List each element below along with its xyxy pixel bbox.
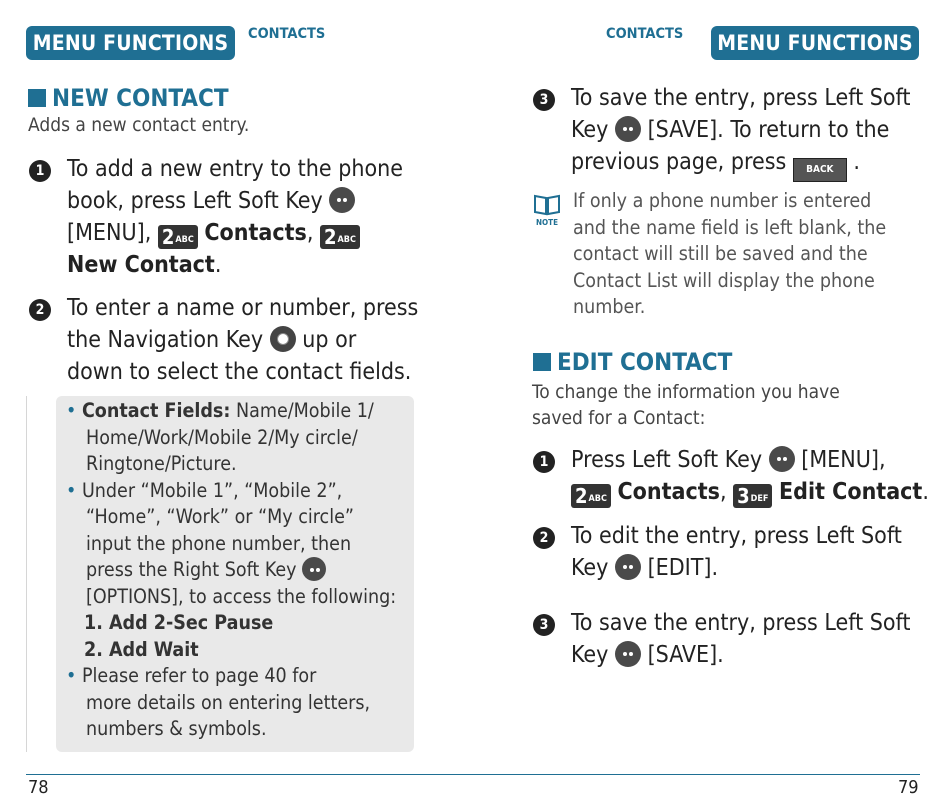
- heading-new-contact: NEW CONTACT: [28, 84, 229, 112]
- edit-contact-subtitle: [532, 379, 840, 431]
- edit-step-3-text: [571, 607, 931, 671]
- step-1-line-2: book, press Left Soft Key: [67, 185, 427, 217]
- note-text: [573, 188, 923, 321]
- step-2-line-1: To enter a name or number, press: [67, 295, 419, 321]
- edit-step-2-line-1: To edit the entry, press Left Soft: [571, 523, 902, 549]
- edit-step-number-3: 3: [533, 614, 555, 636]
- step-1-line-3: [MENU], 2ABC Contacts, 2ABC: [67, 217, 427, 249]
- edit-step-3-line-1: To save the entry, press Left Soft: [571, 610, 911, 636]
- step-2-line-2: the Navigation Key up or: [67, 327, 357, 353]
- page-number-right: 79: [898, 777, 919, 798]
- edit-subtitle-line-1: To change the information you have: [532, 381, 840, 403]
- left-soft-key-icon: [769, 446, 795, 472]
- box-bullet-3: • Please refer to page 40 for: [66, 664, 317, 687]
- left-soft-key-icon: [615, 116, 641, 142]
- step-number-2: 2: [29, 299, 51, 321]
- box-bullet-1: • Contact Fields: Name/Mobile 1/: [66, 399, 374, 422]
- edit-step-2-line-2: Key [EDIT].: [571, 555, 719, 581]
- step-3-line-1: To save the entry, press Left Soft: [571, 85, 911, 111]
- box-bullet-3-line-2: more details on entering letters,: [86, 690, 371, 714]
- back-key-icon: BACK: [793, 158, 847, 182]
- box-bullet-2-line-3: input the phone number, then: [86, 531, 352, 555]
- footer-divider: [26, 774, 920, 775]
- step-1-line-4: New Contact.: [67, 252, 222, 278]
- section-label-left: CONTACTS: [248, 26, 326, 42]
- option-add-wait: 2. Add Wait: [84, 637, 199, 661]
- navigation-key-icon: [270, 326, 296, 352]
- box-bullet-2-line-5: [OPTIONS], to access the following:: [86, 584, 397, 608]
- edit-step-number-1: 1: [533, 451, 555, 473]
- box-bullet-1-line-3: Ringtone/Picture.: [86, 452, 237, 475]
- step-3-line-3: previous page, press BACK .: [571, 146, 931, 182]
- menu-functions-tab-right: MENU FUNCTIONS: [711, 26, 919, 60]
- note-line-3: contact will still be saved and the: [573, 242, 868, 265]
- new-contact-subtitle: Adds a new contact entry.: [28, 114, 250, 136]
- square-bullet-icon: [533, 353, 551, 371]
- box-content: [66, 398, 416, 743]
- step-2-line-3: down to select the contact fields.: [67, 359, 412, 385]
- edit-step-1-line-2: 2ABC Contacts, 3DEF Edit Contact.: [571, 476, 941, 508]
- edit-step-1-line-1: Press Left Soft Key [MENU],: [571, 447, 886, 473]
- option-add-2-sec-pause: 1. Add 2-Sec Pause: [84, 611, 274, 634]
- page-number-left: 78: [28, 777, 49, 798]
- note-line-1: If only a phone number is entered: [573, 189, 872, 212]
- left-soft-key-icon: [329, 187, 355, 213]
- box-bullet-2-line-2: “Home”, “Work” or “My circle”: [86, 505, 354, 528]
- note-line-5: number.: [573, 295, 646, 318]
- box-bullet-2-line-4: press the Right Soft Key: [66, 557, 416, 584]
- note-label: NOTE: [536, 218, 558, 227]
- key-2-abc-icon: 2ABC: [158, 225, 198, 249]
- note-icon: [532, 192, 562, 226]
- left-soft-key-icon: [615, 554, 641, 580]
- square-bullet-icon: [28, 89, 46, 107]
- box-bullet-1-line-2: Home/Work/Mobile 2/My circle/: [86, 425, 358, 449]
- edit-subtitle-line-2: saved for a Contact:: [532, 407, 706, 429]
- key-3-def-icon: 3DEF: [733, 484, 772, 508]
- edit-step-2-text: [571, 520, 931, 584]
- step-3-text: [571, 82, 931, 182]
- key-2-abc-icon: 2ABC: [571, 484, 611, 508]
- edit-step-3-line-2: Key [SAVE].: [571, 642, 724, 668]
- left-soft-key-icon: [615, 641, 641, 667]
- key-2-abc-icon: 2ABC: [320, 225, 360, 249]
- section-label-right: CONTACTS: [606, 26, 684, 42]
- edit-step-number-2: 2: [533, 527, 555, 549]
- step-number-3: 3: [533, 89, 555, 111]
- step-1-text: [67, 153, 427, 281]
- box-bullet-2: • Under “Mobile 1”, “Mobile 2”,: [66, 478, 343, 502]
- step-1-line-1: To add a new entry to the phone: [67, 156, 403, 182]
- note-line-4: Contact List will display the phone: [573, 268, 875, 292]
- step-3-line-2: Key [SAVE]. To return to the: [571, 117, 890, 143]
- note-line-2: and the name field is left blank, the: [573, 215, 887, 239]
- heading-edit-contact: EDIT CONTACT: [533, 348, 732, 376]
- right-soft-key-icon: [302, 557, 326, 581]
- edit-step-1-text: [571, 444, 941, 508]
- box-left-rule: [26, 396, 27, 752]
- step-2-text: [67, 292, 427, 388]
- menu-functions-tab-left: MENU FUNCTIONS: [26, 26, 235, 60]
- box-bullet-3-line-3: numbers & symbols.: [86, 717, 267, 740]
- step-number-1: 1: [29, 160, 51, 182]
